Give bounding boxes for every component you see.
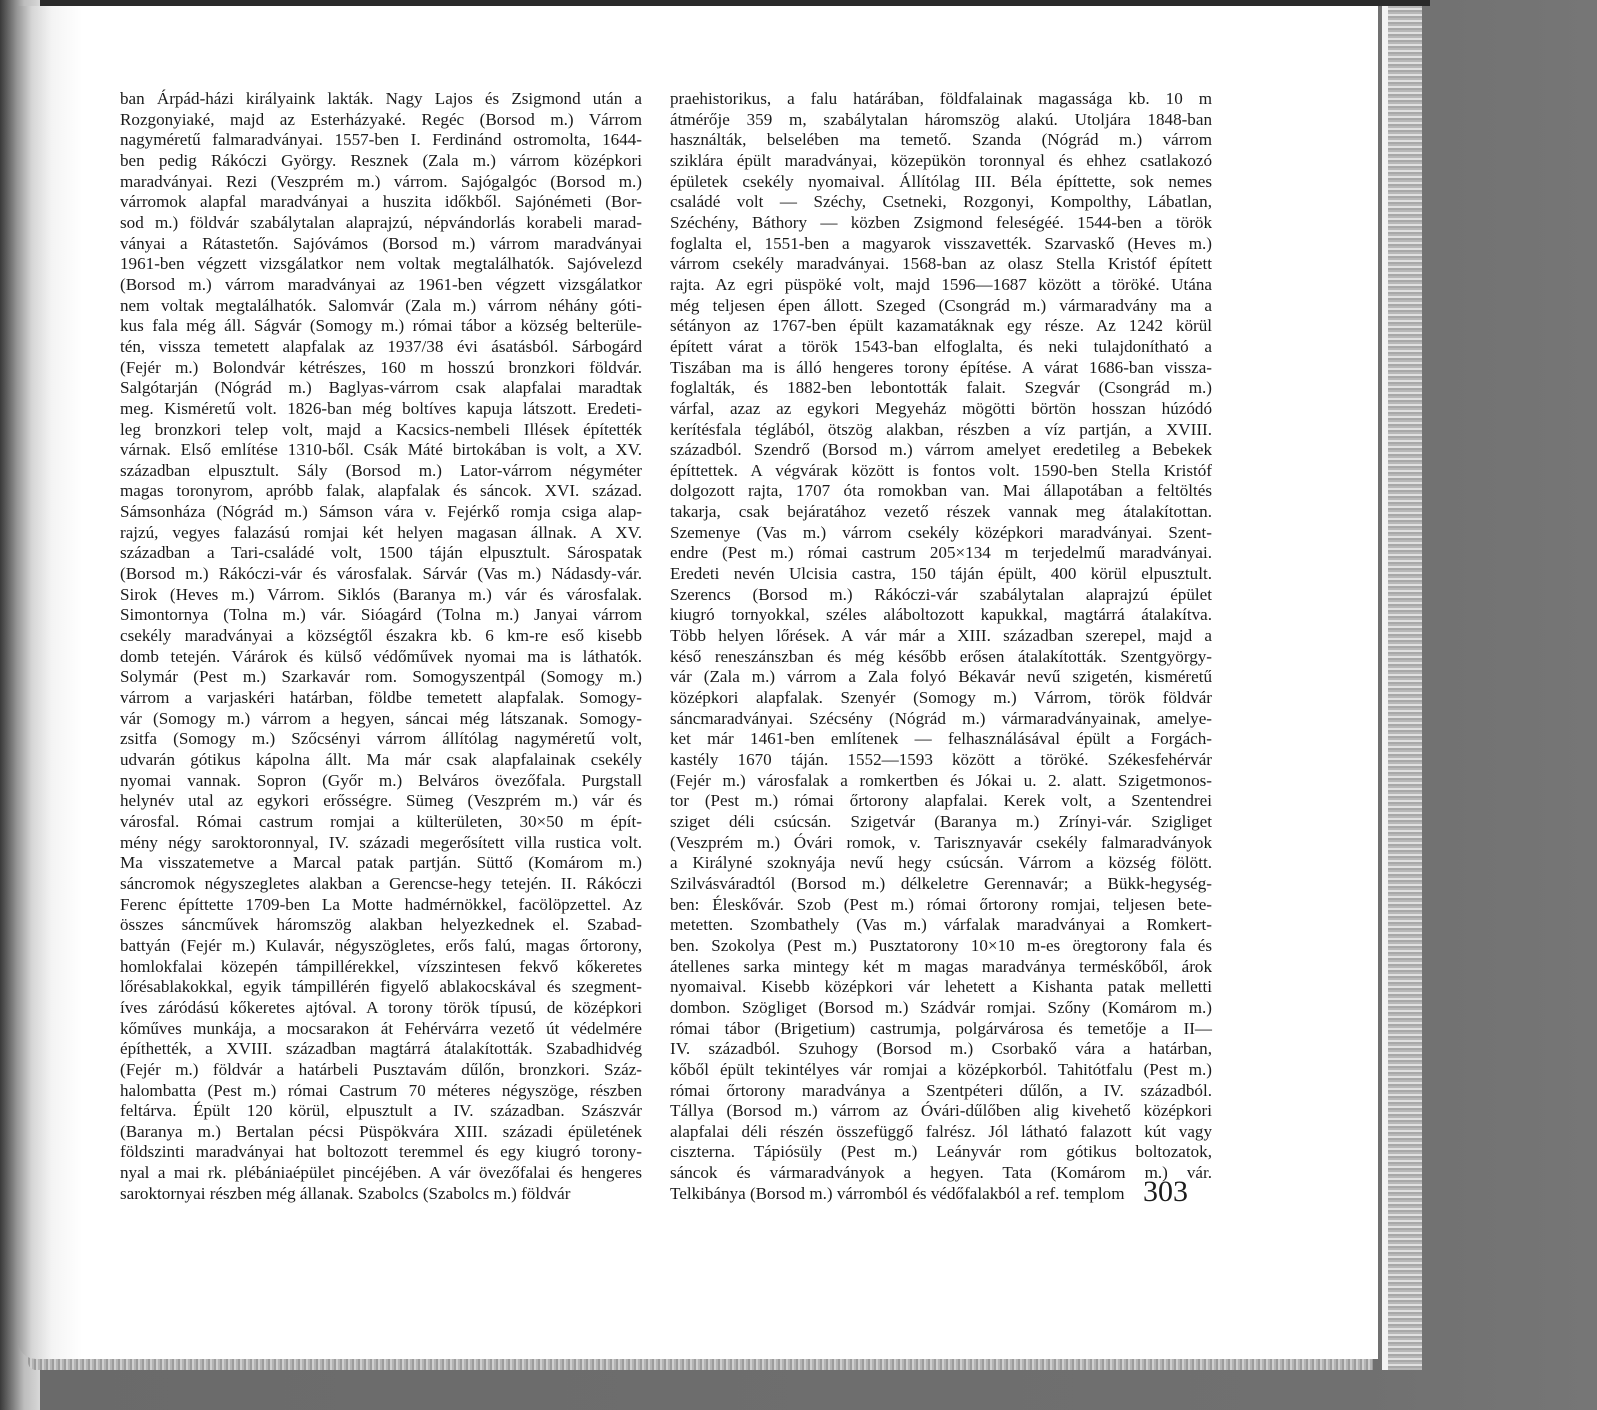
text-line: századból. Szendrő (Borsod m.) várrom amelyet eredetileg a Bebekek <box>670 440 1212 460</box>
text-line: nem voltak megtalálhatók. Salomvár (Zala m.) várrom néhány góti- <box>120 295 642 315</box>
text-line: kus fala még áll. Ságvár (Somogy m.) római tábor a község belterüle- <box>120 316 642 336</box>
text-line: ben: Éleskővár. Szob (Pest m.) római őrtorony romjai, teljesen bete- <box>670 894 1212 914</box>
text-line: században elpusztult. Sály (Borsod m.) Lator-várrom négyméter <box>120 460 642 480</box>
text-line: sod m.) földvár szabálytalan alaprajzú, népvándorlás korabeli marad- <box>120 212 642 232</box>
text-line: praehistorikus, a falu határában, földfalainak magassága kb. 10 m <box>670 89 1212 108</box>
text-line: Széchény, Báthory — közben Zsigmond feleségéé. 1544-ben a török <box>670 212 1212 232</box>
text-line: földszinti maradványai hat boltozott teremmel és egy kiugró torony- <box>120 1142 642 1162</box>
text-line: Szilvásváradtól (Borsod m.) délkeletre Gerennavár; a Bükk-hegység- <box>670 873 1212 893</box>
text-line: (Borsod m.) várrom maradványai az 1961-ben végzett vizsgálatkor <box>120 274 642 294</box>
text-line: maradványai. Rezi (Veszprém m.) várrom. Sajógalgóc (Borsod m.) <box>120 171 642 191</box>
right-text-column <box>670 89 1212 1204</box>
text-line: nagyméretű falmaradványai. 1557-ben I. Ferdinánd ostromolta, 1644- <box>120 130 642 150</box>
text-line: összes sáncművek háromszög alakban helyezkednek el. Szabad- <box>120 915 642 935</box>
text-line: IV. századból. Szuhogy (Borsod m.) Csorbakő vára a határban, <box>670 1039 1212 1059</box>
text-line: sáncmaradványai. Szécsény (Nógrád m.) vármaradványainak, amelye- <box>670 708 1212 728</box>
text-line: (Fejér m.) földvár a határbeli Pusztavám dűlőn, bronzkori. Száz- <box>120 1059 642 1079</box>
text-line: használták, belselében ma temető. Szanda (Nógrád m.) várrom <box>670 130 1212 150</box>
text-line: endre (Pest m.) római castrum 205×134 m terjedelmű maradványai. <box>670 543 1212 563</box>
text-line: Szerencs (Borsod m.) Rákóczi-vár szabálytalan alaprajzú épület <box>670 584 1212 604</box>
text-line: városfal. Római castrum romjai a külterületen, 30×50 m épít- <box>120 811 642 831</box>
text-line: ványai a Rátastetőn. Sajóvámos (Borsod m.) várrom maradványai <box>120 233 642 253</box>
text-line: (Borsod m.) Rákóczi-vár és városfalak. Sárvár (Vas m.) Nádasdy-vár. <box>120 564 642 584</box>
text-line: épített várat a török 1543-ban elfoglalta, és neki tulajdonítható a <box>670 336 1212 356</box>
text-line: mény négy saroktoronnyal, IV. századi megerősített villa rustica volt. <box>120 832 642 852</box>
text-line: sétányon az 1767-ben épült kazamatáknak egy része. Az 1242 körül <box>670 316 1212 336</box>
text-line: Rozgonyiaké, majd az Esterházyaké. Regéc (Borsod m.) Várrom <box>120 109 642 129</box>
text-line: 1961-ben végzett vizsgálatkor nem voltak megtalálhatók. Sajóvelezd <box>120 254 642 274</box>
page-stack-right-edge <box>1382 6 1422 1370</box>
text-line: tén, vissza temetett alapfalak az 1937/38 évi ásatásból. Sárbogárd <box>120 336 642 356</box>
text-line: sziklára épült maradványai, közepükön toronnyal és ehhez csatlakozó <box>670 150 1212 170</box>
left-text-column <box>120 89 642 1204</box>
text-line: zsitfa (Somogy m.) Szőcsényi várrom állítólag nagyméretű volt, <box>120 729 642 749</box>
text-line: nyomai vannak. Sopron (Győr m.) Belváros övezőfala. Purgstall <box>120 770 642 790</box>
text-line: ben. Szokolya (Pest m.) Pusztatorony 10×10 m-es öregtorony fala és <box>670 935 1212 955</box>
text-line: dombon. Szögliget (Borsod m.) Szádvár romjai. Szőny (Komárom m.) <box>670 997 1212 1017</box>
text-line: családé volt — Széchy, Csetneki, Rozgonyi, Kompolthy, Lábatlan, <box>670 192 1212 212</box>
text-line: késő reneszánszban és még később erősen átalakították. Szentgyörgy- <box>670 646 1212 666</box>
text-line: még teljesen épen állott. Szeged (Csongrád m.) vármaradvány ma a <box>670 295 1212 315</box>
text-line: meg. Kisméretű volt. 1826-ban még boltíves kapuja látszott. Eredeti- <box>120 398 642 418</box>
text-line: várrom csekély maradványai. 1568-ban az olasz Stella Kristóf épített <box>670 254 1212 274</box>
text-line: Tiszában ma is álló hengeres torony építése. A várat 1686-ban vissza- <box>670 357 1212 377</box>
text-line: században a Tari-családé volt, 1500 táján elpusztult. Sárospatak <box>120 543 642 563</box>
text-line: sáncromok négyszegletes alakban a Gerencse-hegy tetején. II. Rákóczi <box>120 873 642 893</box>
text-line: Szemenye (Vas m.) várrom csekély középkori maradványai. Szent- <box>670 522 1212 542</box>
text-line: metetten. Szombathely (Vas m.) várfalak maradványai a Romkert- <box>670 915 1212 935</box>
text-line: lőrésablakokkal, egyik támpillérén figyelő ablakocskával és szegment- <box>120 977 642 997</box>
text-line: kerítésfala téglából, ötszög alakban, részben a víz partján, a XVIII. <box>670 419 1212 439</box>
text-line: Eredeti nevén Ulcisia castra, 150 táján épült, 400 körül elpusztult. <box>670 564 1212 584</box>
text-line: (Veszprém m.) Óvári romok, v. Tarisznyavár csekély falmaradványok <box>670 832 1212 852</box>
page-number: 303 <box>1143 1175 1188 1208</box>
text-line: a Királyné szoknyája nevű hegy csúcsán. Várrom a község fölött. <box>670 853 1212 873</box>
text-line: feltárva. Épült 120 körül, elpusztult a IV. században. Szászvár <box>120 1101 642 1121</box>
text-line: nyal a mai rk. plébániaépület pincéjében. A vár övezőfalai és hengeres <box>120 1163 642 1183</box>
text-line: sziget déli csúcsán. Szigetvár (Baranya m.) Zrínyi-vár. Szigliget <box>670 811 1212 831</box>
text-line: Salgótarján (Nógrád m.) Baglyas-várrom csak alapfalai maradtak <box>120 378 642 398</box>
text-line: kőből épült tekintélyes vár romjai a középkorból. Tahitótfalu (Pest m.) <box>670 1059 1212 1079</box>
text-line: helynév utal az egykori erősségre. Sümeg (Veszprém m.) vár és <box>120 791 642 811</box>
text-line: udvarán gótikus kápolna állt. Ma már csak alapfalainak csekély <box>120 750 642 769</box>
text-line: építhették, a XVIII. században magtárrá átalakították. Szabadhidvég <box>120 1039 642 1059</box>
text-line: építtettek. A végvárak között is fontos volt. 1590-ben Stella Kristóf <box>670 460 1212 480</box>
text-line: Solymár (Pest m.) Szarkavár rom. Somogyszentpál (Somogy m.) <box>120 667 642 687</box>
text-line: rajta. Az egri püspöké volt, majd 1596—1687 között a töröké. Utána <box>670 274 1212 294</box>
text-line: Sámsonháza (Nógrád m.) Sámson vára v. Fejérkő romja csiga alap- <box>120 502 642 522</box>
text-line: épületek csekély nyomaival. Állítólag III. Béla építtette, sok nemes <box>670 171 1212 191</box>
text-line: római tábor (Brigetium) castrumja, polgárvárosa és temetője a II— <box>670 1018 1212 1038</box>
text-line: (Fejér m.) Bolondvár kétrészes, 160 m hosszú bronzkori földvár. <box>120 357 642 377</box>
text-line: kőműves munkája, a mocsarakon át Fehérvárra vezető út védelmére <box>120 1018 642 1038</box>
text-line: foglalták, és 1882-ben lebontották falait. Szegvár (Csongrád m.) <box>670 378 1212 398</box>
text-line: íves záródású kőkeretes ajtóval. A torony török típusú, de középkori <box>120 997 642 1017</box>
text-line: Simontornya (Tolna m.) vár. Sióagárd (Tolna m.) Janyai várrom <box>120 605 642 625</box>
text-line: középkori alapfalak. Szenyér (Somogy m.) Várrom, török földvár <box>670 688 1212 708</box>
text-line: Ma visszatemetve a Marcal patak partján. Süttő (Komárom m.) <box>120 853 642 873</box>
text-line: átellenes sarka mintegy két m magas maradványa terméskőből, árok <box>670 956 1212 976</box>
text-line: alapfalai déli részén összefüggő falrész. Jól látható falazott kút vagy <box>670 1121 1212 1141</box>
text-line: Telkibánya (Borsod m.) várromból és védőfalakból a ref. templom <box>670 1183 1125 1203</box>
text-line: tor (Pest m.) római őrtorony alapfalai. Kerek volt, a Szentendrei <box>670 791 1212 811</box>
text-line: átmérője 359 m, szabálytalan háromszög alakú. Utoljára 1848-ban <box>670 109 1212 129</box>
text-line: várromok alapfal maradványai a huszita időkből. Sajónémeti (Bor- <box>120 192 642 212</box>
text-line: vár (Zala m.) várrom a Zala folyó Békavár nevű szigetén, kisméretű <box>670 667 1212 687</box>
text-line: Ferenc építtette 1709-ben La Motte hadmérnökkel, facölöpzettel. Az <box>120 894 642 914</box>
text-line: leg bronzkori telep volt, majd a Kacsics-nembeli Illések építették <box>120 419 642 439</box>
text-line: Sirok (Heves m.) Várrom. Siklós (Baranya m.) vár és városfalak. <box>120 584 642 604</box>
text-line: ban Árpád-házi királyaink lakták. Nagy Lajos és Zsigmond után a <box>120 89 642 108</box>
text-line: rajzú, vegyes falazású romjai két helyen magasan állnak. A XV. <box>120 522 642 542</box>
text-line: kastély 1670 táján. 1552—1593 között a töröké. Székesfehérvár <box>670 750 1212 769</box>
text-line: várfal, azaz az egykori Megyeház mögötti börtön hosszan húzódó <box>670 398 1212 418</box>
text-line: római őrtorony maradványa a Szentpéteri dűlőn, a IV. századból. <box>670 1080 1212 1100</box>
text-line: homlokfalai közepén támpillérekkel, vízszintesen fekvő kőkeretes <box>120 956 642 976</box>
text-line: ket már 1461-ben említenek — felhasználásával épült a Forgách- <box>670 729 1212 749</box>
text-line: ben pedig Rákóczi György. Resznek (Zala m.) várrom középkori <box>120 150 642 170</box>
text-line: Több helyen lőrések. A vár már a XIII. században szerepel, majd a <box>670 626 1212 646</box>
text-line: nyomaival. Kisebb középkori vár lehetett a Kishanta patak melletti <box>670 977 1212 997</box>
text-line: takarja, csak bejáratához vezető részek vannak meg átalakítottan. <box>670 502 1212 522</box>
text-line: ciszterna. Tápiósüly (Pest m.) Leányvár rom gótikus boltozatok, <box>670 1142 1212 1162</box>
text-line: dolgozott rajta, 1707 óta romokban van. Mai állapotában a feltöltés <box>670 481 1212 501</box>
text-line: domb tetején. Várárok és külső védőművek nyomai ma is láthatók. <box>120 646 642 666</box>
text-line: (Baranya m.) Bertalan pécsi Püspökvára XIII. századi épületének <box>120 1121 642 1141</box>
text-line: foglalta el, 1551-ben a magyarok visszavették. Szarvaskő (Heves m.) <box>670 233 1212 253</box>
text-line: Tállya (Borsod m.) várrom az Óvári-dűlőben alig kivehető középkori <box>670 1101 1212 1121</box>
text-line: csekély maradványai a községtől északra kb. 6 km-re eső kisebb <box>120 626 642 646</box>
text-line: saroktornyai részben még állanak. Szabolcs (Szabolcs m.) földvár <box>120 1183 571 1203</box>
text-line: sáncok és vármaradványok a hegyen. Tata (Komárom m.) vár. <box>670 1163 1212 1183</box>
text-line: halombatta (Pest m.) római Castrum 70 méteres négyszöge, részben <box>120 1080 642 1100</box>
text-line: várrom a varjaskéri határban, földbe temetett alapfalak. Somogy- <box>120 688 642 708</box>
text-line: kiugró tornyokkal, széles aláboltozott kapukkal, magtárrá átalakítva. <box>670 605 1212 625</box>
text-line: magas toronyrom, apróbb falak, alapfalak és sáncok. XVI. század. <box>120 481 642 501</box>
text-line: vár (Somogy m.) várrom a hegyen, sáncai még látszanak. Somogy- <box>120 708 642 728</box>
text-line: várnak. Első említése 1310-ből. Csák Máté birtokában is volt, a XV. <box>120 440 642 460</box>
text-line: (Fejér m.) városfalak a romkertben és Jókai u. 2. alatt. Szigetmonos- <box>670 770 1212 790</box>
text-line: battyán (Fejér m.) Kulavár, négyszögletes, erős falú, magas őrtorony, <box>120 935 642 955</box>
